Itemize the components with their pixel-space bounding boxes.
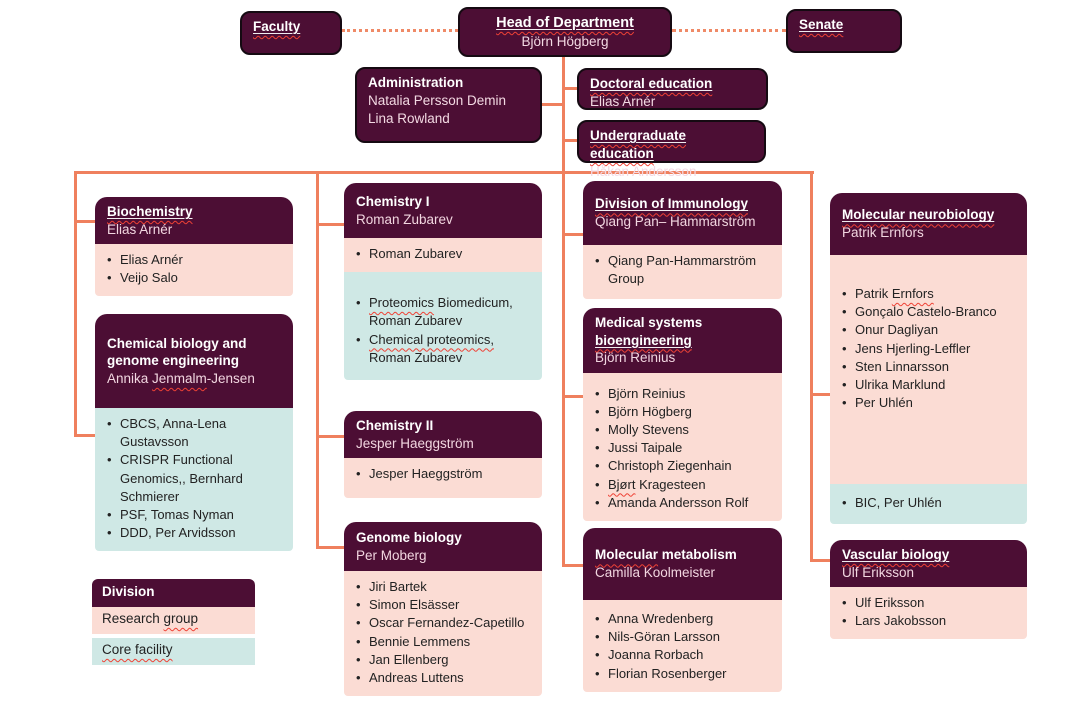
undergraduate-education-name: Håkan Andersson bbox=[590, 163, 697, 179]
division-title: Chemistry I bbox=[356, 193, 430, 209]
division-title: Biochemistry bbox=[107, 204, 193, 219]
division-head-name: Ulf Eriksson bbox=[842, 564, 915, 580]
connector-stub-molneuro bbox=[813, 393, 830, 396]
connector-stub-medsys bbox=[565, 395, 583, 398]
division-title: Molecular neurobiology bbox=[842, 207, 995, 223]
undergraduate-education-box bbox=[577, 120, 766, 179]
dotted-connector-faculty-head bbox=[342, 29, 458, 32]
division-header bbox=[344, 411, 542, 458]
connector-col4-spine bbox=[810, 171, 813, 562]
core-facility-list bbox=[344, 272, 542, 380]
list-item: • Anna Wredenberg bbox=[591, 610, 774, 628]
administration-box bbox=[355, 67, 542, 143]
list-item: • Joanna Rorbach bbox=[591, 646, 774, 664]
division-header bbox=[95, 197, 293, 244]
division-box-immunology bbox=[583, 181, 782, 299]
list-item: • CRISPR Functional Genomics,, Bernhard Schmierer bbox=[103, 451, 285, 506]
list-item: • CBCS, Anna-Lena Gustavsson bbox=[103, 415, 285, 451]
connector-stub-biochemistry bbox=[77, 220, 95, 223]
list-item: • Roman Zubarev bbox=[352, 245, 534, 263]
research-group-list bbox=[583, 373, 782, 521]
list-item: • BIC, Per Uhlén bbox=[838, 494, 1019, 512]
division-box-vascular-biology bbox=[830, 540, 1027, 639]
list-item: • Ulf Eriksson bbox=[838, 594, 1019, 612]
division-box-chemistry-1 bbox=[344, 183, 542, 380]
doctoral-education-title: Doctoral education bbox=[590, 76, 713, 91]
connector-col2-spine bbox=[316, 171, 319, 549]
division-header bbox=[583, 528, 782, 600]
list-item: • Lars Jakobsson bbox=[838, 612, 1019, 630]
list-item: • Christoph Ziegenhain bbox=[591, 457, 774, 475]
division-head-name: Björn Reinius bbox=[595, 350, 676, 366]
division-head-name: Camilla Koolmeister bbox=[595, 565, 716, 580]
administration-name: Natalia Persson Demin bbox=[368, 92, 507, 108]
division-head-name: Jesper Haeggström bbox=[356, 435, 474, 451]
research-group-list bbox=[583, 600, 782, 692]
division-box-molecular-metabolism bbox=[583, 528, 782, 692]
connector-stub-chem2 bbox=[319, 435, 344, 438]
division-box-biochemistry bbox=[95, 197, 293, 296]
division-header bbox=[344, 522, 542, 571]
administration-name: Lina Rowland bbox=[368, 110, 450, 126]
division-head-name: Elias Arnér bbox=[107, 221, 173, 237]
division-title: Genome biology bbox=[356, 529, 462, 545]
division-title: Chemistry II bbox=[356, 418, 434, 433]
head-of-department-box bbox=[458, 7, 672, 57]
list-item: • Björn Reinius bbox=[591, 385, 774, 403]
division-box-medical-systems-bioengineering bbox=[583, 308, 782, 521]
connector-stub-administration bbox=[542, 103, 563, 106]
list-item: • DDD, Per Arvidsson bbox=[103, 524, 285, 542]
research-group-list bbox=[583, 245, 782, 299]
list-item: • Andreas Luttens bbox=[352, 669, 534, 687]
division-header bbox=[583, 308, 782, 373]
senate-label: Senate bbox=[799, 17, 844, 32]
administration-title: Administration bbox=[368, 75, 464, 90]
research-group-list bbox=[830, 255, 1027, 484]
list-item: • Ulrika Marklund bbox=[838, 376, 1019, 394]
senate-box bbox=[786, 9, 902, 53]
list-item: • Molly Stevens bbox=[591, 421, 774, 439]
division-box-molecular-neurobiology bbox=[830, 193, 1027, 524]
connector-col1-spine bbox=[74, 171, 77, 437]
list-item: • PSF, Tomas Nyman bbox=[103, 506, 285, 524]
division-header bbox=[583, 181, 782, 245]
list-item: • Bennie Lemmens bbox=[352, 633, 534, 651]
division-header bbox=[830, 193, 1027, 255]
legend-division-label: Division bbox=[92, 579, 255, 607]
list-item: • Florian Rosenberger bbox=[591, 665, 774, 683]
connector-stub-undergraduate bbox=[565, 139, 577, 142]
division-head-name: Patrik Ernfors bbox=[842, 225, 924, 240]
faculty-label: Faculty bbox=[253, 19, 301, 34]
division-title-line2: bioengineering bbox=[595, 332, 692, 348]
core-facility-list bbox=[830, 484, 1027, 524]
list-item: • Proteomics Biomedicum, Roman Zubarev bbox=[352, 294, 534, 330]
doctoral-education-name: Elias Arnér bbox=[590, 93, 656, 109]
research-group-list bbox=[344, 238, 542, 272]
undergraduate-education-title: Undergraduate education bbox=[590, 128, 687, 161]
division-title: Medical systems bbox=[595, 315, 703, 330]
list-item: • Jens Hjerling-Leffler bbox=[838, 340, 1019, 358]
head-of-department-title: Head of Department bbox=[496, 15, 634, 31]
division-title: Chemical biology and genome engineering bbox=[107, 335, 247, 369]
head-of-department-name: Björn Högberg bbox=[521, 34, 609, 50]
division-title: Vascular biology bbox=[842, 547, 950, 562]
list-item: • Jiri Bartek bbox=[352, 578, 534, 596]
division-head-name: Per Moberg bbox=[356, 547, 427, 563]
list-item: • Elias Arnér bbox=[103, 251, 285, 269]
list-item: • Björn Högberg bbox=[591, 403, 774, 421]
division-box-chemical-biology bbox=[95, 314, 293, 551]
connector-stub-chembio bbox=[74, 434, 95, 437]
list-item: • Patrik Ernfors bbox=[838, 285, 1019, 303]
connector-stub-genome bbox=[316, 546, 344, 549]
list-item: • Jan Ellenberg bbox=[352, 651, 534, 669]
connector-stub-molmet bbox=[562, 564, 583, 567]
legend-core-facility-label: Core facility bbox=[92, 638, 255, 665]
list-item: • Jussi Taipale bbox=[591, 439, 774, 457]
division-title: Molecular metabolism bbox=[595, 547, 737, 563]
list-item: • Sten Linnarsson bbox=[838, 358, 1019, 376]
core-facility-list bbox=[95, 408, 293, 551]
division-title: Division of Immunology bbox=[595, 196, 749, 212]
division-head-name: Annika Jenmalm-Jensen bbox=[107, 370, 255, 386]
research-group-list bbox=[344, 458, 542, 498]
division-box-genome-biology bbox=[344, 522, 542, 696]
list-item: • Veijo Salo bbox=[103, 269, 285, 287]
list-item: • Jesper Haeggström bbox=[352, 465, 534, 483]
research-group-list bbox=[95, 244, 293, 296]
connector-stub-doctoral bbox=[565, 87, 577, 90]
list-item: • Nils-Göran Larsson bbox=[591, 628, 774, 646]
connector-main-spine bbox=[562, 57, 565, 567]
connector-stub-chem1 bbox=[319, 223, 344, 226]
doctoral-education-box bbox=[577, 68, 768, 110]
division-head-name: Roman Zubarev bbox=[356, 211, 453, 227]
division-header bbox=[344, 183, 542, 238]
list-item: • Oscar Fernandez-Capetillo bbox=[352, 614, 534, 632]
research-group-list bbox=[344, 571, 542, 696]
dotted-connector-head-senate bbox=[672, 29, 786, 32]
research-group-list bbox=[830, 587, 1027, 639]
list-item: • Per Uhlén bbox=[838, 394, 1019, 412]
connector-stub-vascular bbox=[810, 559, 830, 562]
list-item: • Amanda Andersson Rolf bbox=[591, 494, 774, 512]
legend bbox=[92, 579, 255, 665]
list-item: • Bjørt Kragesteen bbox=[591, 476, 774, 494]
faculty-box bbox=[240, 11, 342, 55]
list-item: • Qiang Pan-Hammarström Group bbox=[591, 252, 774, 288]
division-header bbox=[95, 314, 293, 408]
list-item: • Chemical proteomics, Roman Zubarev bbox=[352, 331, 534, 367]
list-item: • Gonçalo Castelo-Branco bbox=[838, 303, 1019, 321]
legend-research-group-label: Research group bbox=[92, 607, 255, 634]
division-header bbox=[830, 540, 1027, 587]
connector-stub-immunology bbox=[565, 233, 583, 236]
list-item: • Onur Dagliyan bbox=[838, 321, 1019, 339]
division-head-name: Qiang Pan– Hammarström bbox=[595, 214, 756, 229]
list-item: • Simon Elsässer bbox=[352, 596, 534, 614]
division-box-chemistry-2 bbox=[344, 411, 542, 498]
